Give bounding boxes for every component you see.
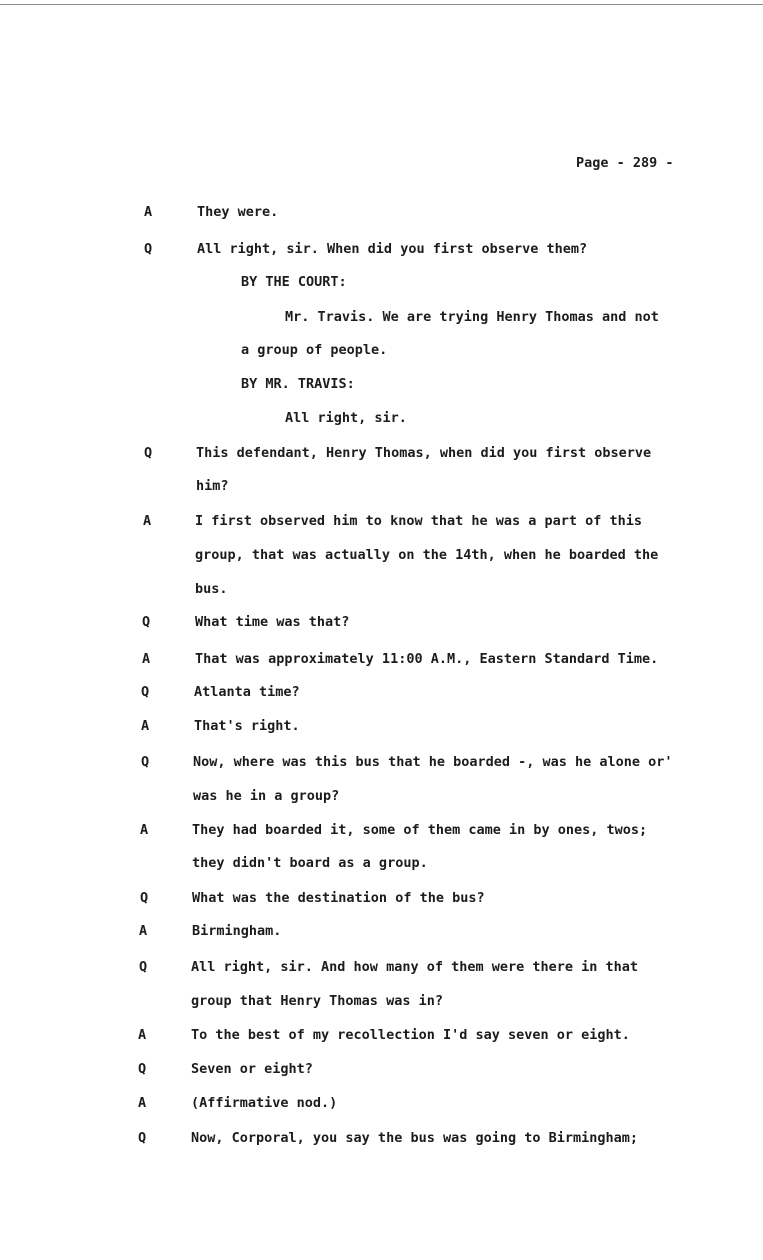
answer-marker: A	[144, 204, 153, 220]
question-marker: Q	[142, 614, 151, 630]
transcript-line: Now, Corporal, you say the bus was going to Birmingham;	[191, 1130, 639, 1146]
transcript-line: To the best of my recollection I'd say seven or eight.	[191, 1027, 630, 1043]
transcript-line: (Affirmative nod.)	[191, 1095, 338, 1111]
transcript-line: Seven or eight?	[191, 1061, 313, 1077]
question-marker: Q	[144, 445, 153, 461]
answer-marker: A	[138, 1095, 147, 1111]
page-number: Page - 289 -	[576, 155, 674, 171]
transcript-line: Atlanta time?	[194, 684, 300, 700]
answer-marker: A	[141, 718, 150, 734]
question-marker: Q	[138, 1061, 147, 1077]
question-marker: Q	[139, 959, 148, 975]
transcript-line: What was the destination of the bus?	[192, 890, 485, 906]
transcript-line: They were.	[197, 204, 279, 220]
transcript-line: All right, sir. When did you first observe them?	[197, 241, 588, 257]
transcript-line: Now, where was this bus that he boarded -, was he alone or'	[193, 754, 673, 770]
transcript-line: That's right.	[194, 718, 300, 734]
top-border-line	[0, 4, 763, 5]
transcript-line: That was approximately 11:00 A.M., Eastern Standard Time.	[195, 651, 659, 667]
answer-marker: A	[138, 1027, 147, 1043]
answer-marker: A	[140, 822, 149, 838]
transcript-line: This defendant, Henry Thomas, when did you first observe	[196, 445, 652, 461]
question-marker: Q	[141, 754, 150, 770]
transcript-line: him?	[196, 478, 229, 494]
transcript-line: They had boarded it, some of them came in by ones, twos;	[192, 822, 648, 838]
question-marker: Q	[138, 1130, 147, 1146]
transcript-line: BY THE COURT:	[241, 274, 347, 290]
answer-marker: A	[143, 513, 152, 529]
transcript-line: bus.	[195, 581, 228, 597]
transcript-line: BY MR. TRAVIS:	[241, 376, 355, 392]
question-marker: Q	[144, 241, 153, 257]
transcript-line: What time was that?	[195, 614, 350, 630]
transcript-line: group that Henry Thomas was in?	[191, 993, 443, 1009]
transcript-line: All right, sir.	[285, 410, 407, 426]
transcript-line: they didn't board as a group.	[192, 855, 428, 871]
transcript-line: was he in a group?	[193, 788, 340, 804]
transcript-line: Mr. Travis. We are trying Henry Thomas and not	[285, 309, 659, 325]
transcript-line: All right, sir. And how many of them were there in that	[191, 959, 639, 975]
transcript-line: a group of people.	[241, 342, 388, 358]
transcript-line: group, that was actually on the 14th, when he boarded the	[195, 547, 659, 563]
question-marker: Q	[141, 684, 150, 700]
transcript-line: Birmingham.	[192, 923, 282, 939]
answer-marker: A	[142, 651, 151, 667]
question-marker: Q	[140, 890, 149, 906]
transcript-line: I first observed him to know that he was a part of this	[195, 513, 643, 529]
answer-marker: A	[139, 923, 148, 939]
